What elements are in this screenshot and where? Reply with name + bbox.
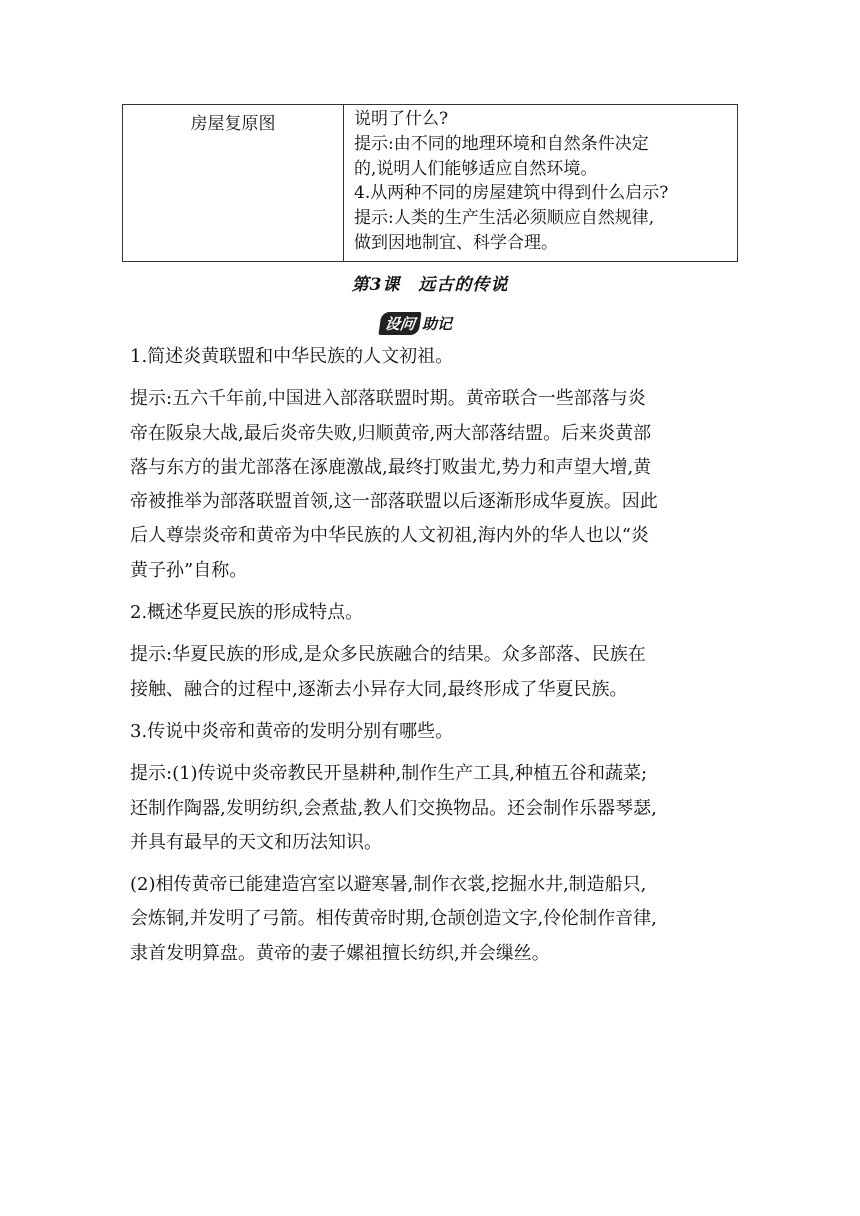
- table-line: 说明了什么?: [354, 109, 449, 129]
- paragraph: [130, 382, 750, 588]
- paragraph: [130, 638, 750, 707]
- table-line: 提示:由不同的地理环境和自然条件决定: [354, 133, 649, 154]
- text-line: 黄子孙”自称。: [130, 559, 248, 581]
- text-line: 帝在阪泉大战,最后炎帝失败,归顺黄帝,两大部落结盟。后来炎黄部: [130, 422, 652, 444]
- text-line: 后人尊崇炎帝和黄帝为中华民族的人文初祖,海内外的华人也以“炎: [130, 525, 649, 547]
- paragraph-gap: [130, 860, 750, 868]
- text-line: 帝被推举为部落联盟首领,这一部落联盟以后逐渐形成华夏族。因此: [130, 491, 658, 513]
- paragraph: [130, 715, 750, 749]
- table-line: 的,说明人们能够适应自然环境。: [354, 158, 598, 179]
- text-line: 提示:华夏民族的形成,是众多民族融合的结果。众多部落、民族在: [130, 644, 646, 666]
- paragraph-gap: [130, 588, 750, 596]
- text-line: 提示:(1)传说中炎帝教民开垦耕种,制作生产工具,种植五谷和蔬菜;: [130, 763, 648, 785]
- text-line: 1.简述炎黄联盟和中华民族的人文初祖。: [130, 346, 454, 367]
- text-line: 落与东方的蚩尤部落在涿鹿激战,最终打败蚩尤,势力和声望大增,黄: [130, 456, 652, 478]
- table-left-cell: 房屋复原图: [123, 105, 344, 261]
- text-line: 接触、融合的过程中,逐渐去小异存大同,最终形成了华夏民族。: [130, 678, 628, 700]
- paragraph: [130, 596, 750, 630]
- section-subhead: [380, 312, 452, 335]
- house-table: [122, 104, 738, 262]
- table-line: 提示:人类的生产生活必须顺应自然规律,: [354, 208, 655, 229]
- text-line: 2.概述华夏民族的形成特点。: [130, 602, 364, 624]
- text-line: 提示:五六千年前,中国进入部落联盟时期。黄帝联合一些部落与炎: [130, 388, 646, 410]
- paragraph-gap: [130, 374, 750, 382]
- paragraph-gap: [130, 630, 750, 638]
- text-line: 还制作陶器,发明纺织,会煮盐,教人们交换物品。还会制作乐器琴瑟,: [130, 797, 657, 819]
- question-badge: 设问: [378, 312, 421, 335]
- paragraph-gap: [130, 707, 750, 715]
- paragraph: [130, 757, 750, 860]
- body-text: [130, 340, 750, 971]
- text-line: (2)相传黄帝已能建造宫室以避寒暑,制作衣裳,挖掘水井,制造船只,: [130, 874, 647, 896]
- text-line: 会炼铜,并发明了弓箭。相传黄帝时期,仓颉创造文字,伶伦制作音律,: [130, 908, 657, 930]
- paragraph: [130, 868, 750, 971]
- text-line: 3.传说中炎帝和黄帝的发明分别有哪些。: [130, 720, 454, 742]
- text-line: 隶首发明算盘。黄帝的妻子嫘祖擅长纺织,并会缫丝。: [130, 942, 550, 964]
- subhead-text: 助记: [422, 315, 453, 333]
- table-right-cell: [344, 105, 737, 261]
- paragraph-gap: [130, 749, 750, 757]
- table-line: 做到因地制宜、科学合理。: [354, 232, 558, 253]
- table-line: 4.从两种不同的房屋建筑中得到什么启示?: [354, 183, 669, 204]
- text-line: 并具有最早的天文和历法知识。: [130, 831, 382, 853]
- lesson-title: 第3课 远古的传说: [351, 275, 509, 295]
- paragraph: [130, 340, 750, 374]
